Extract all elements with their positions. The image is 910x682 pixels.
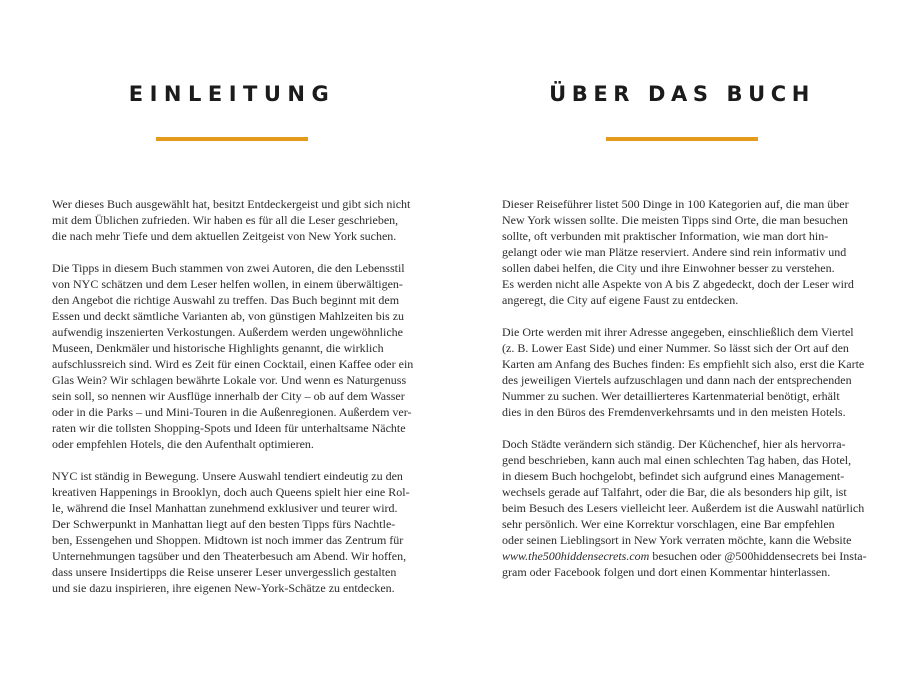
right-page	[502, 0, 867, 682]
paragraph	[52, 260, 417, 452]
text-line: die nach mehr Tiefe und dem aktuellen Zeitgeist von New York suchen.	[52, 229, 397, 243]
text-line: le, während die Insel Manhattan zunehmend exklusiver und teurer wird.	[52, 501, 398, 515]
right-page-title: ÜBER DAS BUCH	[549, 82, 815, 106]
text-line: kreativen Happenings in Brooklyn, doch auch Queens spielt hier eine Rol-	[52, 485, 410, 499]
paragraph	[502, 324, 867, 420]
left-page-title: EINLEITUNG	[128, 82, 336, 106]
text-line: Die Orte werden mit ihrer Adresse angegeben, einschließlich dem Viertel	[502, 325, 854, 339]
text-line: oder empfehlen Hotels, die den Aufenthalt optimieren.	[52, 437, 314, 451]
right-page-body	[502, 196, 867, 580]
text-line: aufwendig inszenierten Verkostungen. Außerdem werden ungewöhnliche	[52, 325, 404, 339]
text-line: aufschlussreich sind. Wird es Zeit für einen Cocktail, einen Kaffee oder ein	[52, 357, 414, 371]
text-line: mit dem Üblichen zufrieden. Wir haben es für all die Leser geschrieben,	[52, 213, 399, 227]
text-line: Die Tipps in diesem Buch stammen von zwei Autoren, die den Lebensstil	[52, 261, 405, 275]
paragraph	[502, 196, 867, 308]
text-line: sein soll, so nennen wir Ausflüge innerhalb der City – ob auf dem Wasser	[52, 389, 405, 403]
text-line: sehr persönlich. Wer eine Korrektur vorschlagen, eine Bar empfehlen	[502, 517, 835, 531]
paragraph	[502, 436, 867, 580]
paragraph	[52, 468, 417, 596]
text-line: www.the500hiddensecrets.com besuchen oder @500hiddensecrets bei Insta-	[502, 549, 867, 563]
text-line: NYC ist ständig in Bewegung. Unsere Auswahl tendiert eindeutig zu den	[52, 469, 403, 483]
text-line: ben, Essengehen und Shoppen. Midtown ist noch immer das Zentrum für	[52, 533, 404, 547]
text-line: Glas Wein? Wir schlagen bewährte Lokale vor. Und wenn es Naturgenuss	[52, 373, 407, 387]
text-line: Karten am Anfang des Buches finden: Es empfiehlt sich also, erst die Karte	[502, 357, 865, 371]
text-line: (z. B. Lower East Side) und einer Nummer. So lässt sich der Ort auf den	[502, 341, 849, 355]
left-page-body	[52, 196, 417, 596]
text-line: sollen dabei helfen, die City und ihre Einwohner besser zu verstehen.	[502, 261, 835, 275]
text-line: Doch Städte verändern sich ständig. Der Küchenchef, hier als hervorra-	[502, 437, 846, 451]
text-line: Es werden nicht alle Aspekte von A bis Z abgedeckt, doch der Leser wird	[502, 277, 854, 291]
text-line: sollte, oft verbunden mit praktischer Information, wie man dort hin-	[502, 229, 829, 243]
text-line: Dieser Reiseführer listet 500 Dinge in 100 Kategorien auf, die man über	[502, 197, 849, 211]
text-line: New York wissen sollte. Die meisten Tipps sind Orte, die man besuchen	[502, 213, 848, 227]
text-line: dies in den Büros des Fremdenverkehrsamts und in den meisten Hotels.	[502, 405, 846, 419]
text-line: des jeweiligen Viertels aufzuschlagen und dann nach der entsprechenden	[502, 373, 852, 387]
text-line: gram oder Facebook folgen und dort einen Kommentar hinterlassen.	[502, 565, 831, 579]
text-line: Wer dieses Buch ausgewählt hat, besitzt Entdeckergeist und gibt sich nicht	[52, 197, 411, 211]
text-line: raten wir die tollsten Shopping-Spots und Ideen für unterhaltsame Nächte	[52, 421, 406, 435]
right-title-underline	[606, 137, 758, 141]
text-line: Unternehmungen tagsüber und den Theaterbesuch am Abend. Wir hoffen,	[52, 549, 407, 563]
text-line: Der Schwerpunkt in Manhattan liegt auf den besten Tipps fürs Nachtle-	[52, 517, 396, 531]
text-line: von NYC schätzen und dem Leser helfen wollen, in einem überwältigen-	[52, 277, 403, 291]
paragraph	[52, 196, 417, 244]
text-line: oder in die Parks – und Mini-Touren in die Außenregionen. Außerdem ver-	[52, 405, 412, 419]
left-title-underline	[156, 137, 308, 141]
text-line: gend beschrieben, kann auch mal einen schlechten Tag haben, das Hotel,	[502, 453, 852, 467]
text-line: den Angebot die richtige Auswahl zu treffen. Das Buch beginnt mit dem	[52, 293, 400, 307]
text-line: und sie dazu inspirieren, ihre eigenen New-York-Schätze zu entdecken.	[52, 581, 395, 595]
text-line: wechsels gerade auf Talfahrt, oder die Bar, die als besonders hip gilt, ist	[502, 485, 847, 499]
text-line: Essen und deckt sämtliche Varianten ab, von günstigen Mahlzeiten bis zu	[52, 309, 405, 323]
website-link-text: www.the500hiddensecrets.com	[502, 549, 650, 563]
left-page	[52, 0, 412, 682]
text-line: Museen, Denkmäler und historische Highlights genannt, die wirklich	[52, 341, 384, 355]
text-line: beim Besuch des Lesers vielleicht leer. Außerdem ist die Auswahl natürlich	[502, 501, 865, 515]
text-line: dass unsere Insidertipps die Reise unserer Leser unvergesslich gestalten	[52, 565, 397, 579]
text-line: angeregt, die City auf eigene Faust zu entdecken.	[502, 293, 739, 307]
text-line: gelangt oder wie man Plätze reserviert. Andere sind rein informativ und	[502, 245, 847, 259]
text-line: Nummer zu suchen. Wer detaillierteres Kartenmaterial benötigt, erhält	[502, 389, 840, 403]
text-line: in diesem Buch hochgelobt, befindet sich aufgrund eines Management-	[502, 469, 845, 483]
text-line: oder seinen Lieblingsort in New York verraten möchte, kann die Website	[502, 533, 852, 547]
